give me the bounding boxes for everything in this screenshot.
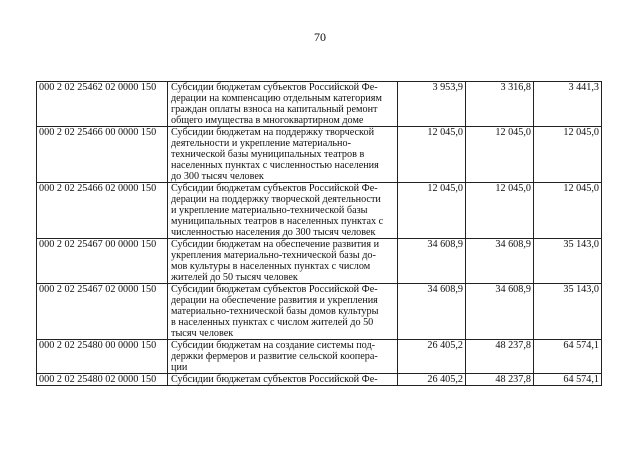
table-row bbox=[37, 374, 602, 386]
description-line: граждан оплаты взноса на капитальный ремонт bbox=[171, 104, 378, 115]
amount-year-2-cell: 34 608,9 bbox=[466, 239, 534, 284]
amount-year-3-cell: 64 574,1 bbox=[534, 374, 602, 386]
amount-year-2-cell: 34 608,9 bbox=[466, 284, 534, 340]
description-cell bbox=[168, 127, 398, 183]
description-line: держки фермеров и развитие сельской коопера- bbox=[171, 351, 378, 362]
amount-year-1-cell: 34 608,9 bbox=[398, 239, 466, 284]
table-row bbox=[37, 284, 602, 340]
budget-code-cell: 000 2 02 25467 00 0000 150 bbox=[37, 239, 168, 284]
amount-year-1-cell: 26 405,2 bbox=[398, 340, 466, 374]
description-line: и укрепление материально-технической базы bbox=[171, 205, 368, 216]
amount-year-3-cell: 12 045,0 bbox=[534, 127, 602, 183]
description-line: до 300 тысяч человек bbox=[171, 171, 264, 182]
budget-code-cell: 000 2 02 25466 02 0000 150 bbox=[37, 183, 168, 239]
budget-code-cell: 000 2 02 25467 02 0000 150 bbox=[37, 284, 168, 340]
budget-code-cell: 000 2 02 25480 02 0000 150 bbox=[37, 374, 168, 386]
description-line: дерации на компенсацию отдельным категориям bbox=[171, 93, 382, 104]
description-line: ции bbox=[171, 362, 188, 373]
description-line: населенных пунктах с численностью населения bbox=[171, 160, 379, 171]
table-row bbox=[37, 239, 602, 284]
amount-year-3-cell: 35 143,0 bbox=[534, 284, 602, 340]
description-line: Субсидии бюджетам на создание системы под- bbox=[171, 340, 376, 351]
amount-year-1-cell: 34 608,9 bbox=[398, 284, 466, 340]
budget-code-cell: 000 2 02 25480 00 0000 150 bbox=[37, 340, 168, 374]
description-cell bbox=[168, 284, 398, 340]
table-row bbox=[37, 183, 602, 239]
description-line: Субсидии бюджетам на поддержку творческой bbox=[171, 127, 375, 138]
description-cell bbox=[168, 82, 398, 127]
amount-year-1-cell: 12 045,0 bbox=[398, 127, 466, 183]
description-line: деятельности и укрепление материально- bbox=[171, 138, 351, 149]
description-line: Субсидии бюджетам субъектов Российской Фе- bbox=[171, 82, 378, 93]
table-row bbox=[37, 340, 602, 374]
description-cell bbox=[168, 239, 398, 284]
description-line: Субсидии бюджетам субъектов Российской Фе- bbox=[171, 374, 378, 385]
description-line: технической базы муниципальных театров в bbox=[171, 149, 365, 160]
description-line: Субсидии бюджетам субъектов Российской Фе- bbox=[171, 284, 378, 295]
budget-code-cell: 000 2 02 25462 02 0000 150 bbox=[37, 82, 168, 127]
description-line: дерации на обеспечение развития и укрепления bbox=[171, 295, 378, 306]
description-line: укрепления материально-технической базы до- bbox=[171, 250, 376, 261]
amount-year-2-cell: 3 316,8 bbox=[466, 82, 534, 127]
amount-year-3-cell: 3 441,3 bbox=[534, 82, 602, 127]
amount-year-1-cell: 26 405,2 bbox=[398, 374, 466, 386]
description-line: жителей до 50 тысяч человек bbox=[171, 272, 298, 283]
budget-code-cell: 000 2 02 25466 00 0000 150 bbox=[37, 127, 168, 183]
amount-year-2-cell: 48 237,8 bbox=[466, 374, 534, 386]
page-number: 70 bbox=[314, 30, 326, 44]
table-body bbox=[37, 82, 602, 386]
description-cell bbox=[168, 374, 398, 386]
amount-year-2-cell: 48 237,8 bbox=[466, 340, 534, 374]
amount-year-1-cell: 12 045,0 bbox=[398, 183, 466, 239]
description-cell bbox=[168, 340, 398, 374]
description-cell bbox=[168, 183, 398, 239]
amount-year-2-cell: 12 045,0 bbox=[466, 127, 534, 183]
table-row bbox=[37, 127, 602, 183]
amount-year-1-cell: 3 953,9 bbox=[398, 82, 466, 127]
description-line: численностью населения до 300 тысяч человек bbox=[171, 227, 376, 238]
description-line: Субсидии бюджетам субъектов Российской Фе- bbox=[171, 183, 378, 194]
description-line: дерации на поддержку творческой деятельности bbox=[171, 194, 381, 205]
description-line: в населенных пунктах с числом жителей до 50 bbox=[171, 317, 374, 328]
description-line: мов культуры в населенных пунктах с числом bbox=[171, 261, 371, 272]
amount-year-3-cell: 12 045,0 bbox=[534, 183, 602, 239]
table-row bbox=[37, 82, 602, 127]
description-line: Субсидии бюджетам на обеспечение развития и bbox=[171, 239, 380, 250]
budget-revenue-table bbox=[36, 81, 602, 386]
description-line: общего имущества в многоквартирном доме bbox=[171, 115, 364, 126]
amount-year-3-cell: 35 143,0 bbox=[534, 239, 602, 284]
amount-year-2-cell: 12 045,0 bbox=[466, 183, 534, 239]
description-line: материально-технической базы домов культуры bbox=[171, 306, 379, 317]
description-line: муниципальных театров в населенных пунктах с bbox=[171, 216, 384, 227]
amount-year-3-cell: 64 574,1 bbox=[534, 340, 602, 374]
description-line: тысяч человек bbox=[171, 328, 234, 339]
